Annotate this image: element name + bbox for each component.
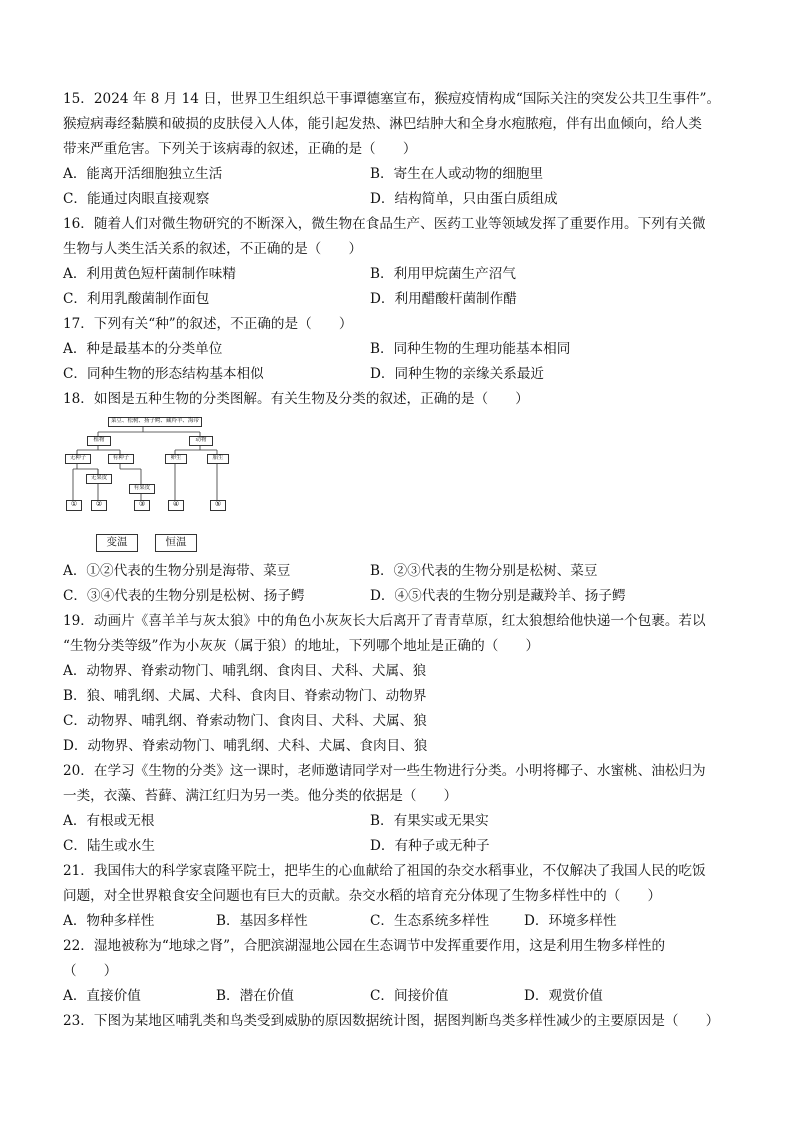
- diagram-warm-blooded-box: 恒温: [155, 534, 197, 552]
- diagram-fruit-box: 有果皮: [129, 484, 155, 494]
- diagram-leaf-4: ④: [168, 500, 184, 511]
- diagram-cold-blooded-box: 变温: [96, 534, 138, 552]
- q16-option-d: D．利用醋酸杆菌制作醋: [370, 291, 517, 307]
- q22-option-d: D．观赏价值: [524, 988, 603, 1004]
- q15-option-b: B．寄生在人或动物的细胞里: [370, 166, 544, 182]
- q21-option-c: C．生态系统多样性: [370, 913, 490, 929]
- q20-stem-line2: 一类，衣藻、苔藓、满江红归为另一类。他分类的依据是（ ）: [63, 788, 458, 804]
- q18-stem-line1: 18．如图是五种生物的分类图解。有关生物及分类的叙述，正确的是（ ）: [63, 391, 529, 407]
- q19-stem-line2: “生物分类等级”作为小灰灰（属于狼）的地址，下列哪个地址是正确的（ ）: [63, 638, 540, 654]
- q18-option-a: A．①②代表的生物分别是海带、菜豆: [63, 563, 291, 579]
- q15-option-c: C．能通过肉眼直接观察: [63, 191, 210, 207]
- q16-option-c: C．利用乳酸菌制作面包: [63, 291, 210, 307]
- q22-option-b: B．潜在价值: [216, 988, 294, 1004]
- q21-stem-line2: 问题，对全世界粮食安全问题也有巨大的贡献。杂交水稻的培育充分体现了生物多样性中的（ ）: [63, 888, 662, 904]
- diagram-seed-box: 有种子: [108, 454, 134, 464]
- q17-option-c: C．同种生物的形态结构基本相似: [63, 366, 264, 382]
- q22-stem-line2: （ ）: [63, 963, 118, 979]
- q15-option-d: D．结构简单，只由蛋白质组成: [370, 191, 558, 207]
- q19-option-d: D．动物界、脊索动物门、哺乳纲、犬科、犬属、食肉目、狼: [63, 738, 428, 754]
- q19-option-b: B．狼、哺乳纲、犬属、犬科、食肉目、脊索动物门、动物界: [63, 688, 427, 704]
- q17-option-b: B．同种生物的生理功能基本相同: [370, 341, 571, 357]
- q15-option-a: A．能离开活细胞独立生活: [63, 166, 223, 182]
- q20-option-b: B．有果实或无果实: [370, 813, 489, 829]
- q16-option-a: A．利用黄色短杆菌制作味精: [63, 266, 236, 282]
- q18-option-d: D．④⑤代表的生物分别是藏羚羊、扬子鳄: [370, 588, 626, 604]
- diagram-egg-box: 卵生: [165, 454, 187, 464]
- q20-stem-line1: 20．在学习《生物的分类》这一课时，老师邀请同学对一些生物进行分类。小明将椰子、水蜜桃、油松归为: [63, 763, 706, 779]
- q20-option-c: C．陆生或水生: [63, 838, 155, 854]
- diagram-plant-box: 植物: [87, 436, 111, 446]
- q23-stem-line1: 23．下图为某地区哺乳类和鸟类受到威胁的原因数据统计图，据图判断鸟类多样性减少的主要原因是（ ）: [63, 1013, 720, 1029]
- q20-option-a: A．有根或无根: [63, 813, 155, 829]
- diagram-no-seed-box: 无种子: [65, 454, 91, 464]
- classification-diagram: [63, 412, 248, 555]
- q15-stem-line1: 15．2024 年 8 月 14 日，世界卫生组织总干事谭德塞宣布，猴痘疫情构成“国际关注的突发公共卫生事件”。: [63, 91, 721, 107]
- q21-option-b: B．基因多样性: [216, 913, 308, 929]
- q17-option-a: A．种是最基本的分类单位: [63, 341, 223, 357]
- diagram-viviparous-box: 胎生: [207, 454, 229, 464]
- diagram-root-box: 菜豆、松树、扬子鳄、藏羚羊、海带: [108, 417, 202, 427]
- q15-stem-line2: 猴痘病毒经黏膜和破损的皮肤侵入人体，能引起发热、淋巴结肿大和全身水疱脓疱，伴有出血倾向，给人类: [63, 116, 702, 132]
- q22-option-c: C．间接价值: [370, 988, 449, 1004]
- q15-stem-line3: 带来严重危害。下列关于该病毒的叙述，正确的是（ ）: [63, 141, 417, 157]
- q20-option-d: D．有种子或无种子: [370, 838, 490, 854]
- diagram-animal-box: 动物: [189, 436, 213, 446]
- q21-option-a: A．物种多样性: [63, 913, 155, 929]
- q18-option-b: B．②③代表的生物分别是松树、菜豆: [370, 563, 598, 579]
- diagram-leaf-2: ②: [91, 500, 107, 511]
- diagram-leaf-1: ①: [66, 500, 82, 511]
- q19-option-a: A．动物界、脊索动物门、哺乳纲、食肉目、犬科、犬属、狼: [63, 663, 427, 679]
- q16-option-b: B．利用甲烷菌生产沼气: [370, 266, 516, 282]
- q17-stem-line1: 17．下列有关“种”的叙述，不正确的是（ ）: [63, 316, 353, 332]
- q22-option-a: A．直接价值: [63, 988, 141, 1004]
- q16-stem-line2: 生物与人类生活关系的叙述，不正确的是（ ）: [63, 241, 363, 257]
- q16-stem-line1: 16．随着人们对微生物研究的不断深入，微生物在食品生产、医药工业等领域发挥了重要作用。下列有关微: [63, 216, 706, 232]
- q21-stem-line1: 21．我国伟大的科学家袁隆平院士，把毕生的心血献给了祖国的杂交水稻事业，不仅解决了我国人民的吃饭: [63, 863, 706, 879]
- q22-stem-line1: 22．湿地被称为“地球之肾”，合肥滨湖湿地公园在生态调节中发挥重要作用，这是利用生物多样性的: [63, 938, 666, 954]
- q19-option-c: C．动物界、哺乳纲、脊索动物门、食肉目、犬科、犬属、狼: [63, 713, 427, 729]
- q17-option-d: D．同种生物的亲缘关系最近: [370, 366, 545, 382]
- diagram-leaf-5: ⑤: [210, 500, 226, 511]
- diagram-no-fruit-box: 无果皮: [86, 474, 112, 484]
- q18-option-c: C．③④代表的生物分别是松树、扬子鳄: [63, 588, 305, 604]
- q21-option-d: D．环境多样性: [524, 913, 617, 929]
- diagram-leaf-3: ③: [134, 500, 150, 511]
- q19-stem-line1: 19．动画片《喜羊羊与灰太狼》中的角色小灰灰长大后离开了青青草原，红太狼想给他快递一个包裹。若以: [63, 613, 706, 629]
